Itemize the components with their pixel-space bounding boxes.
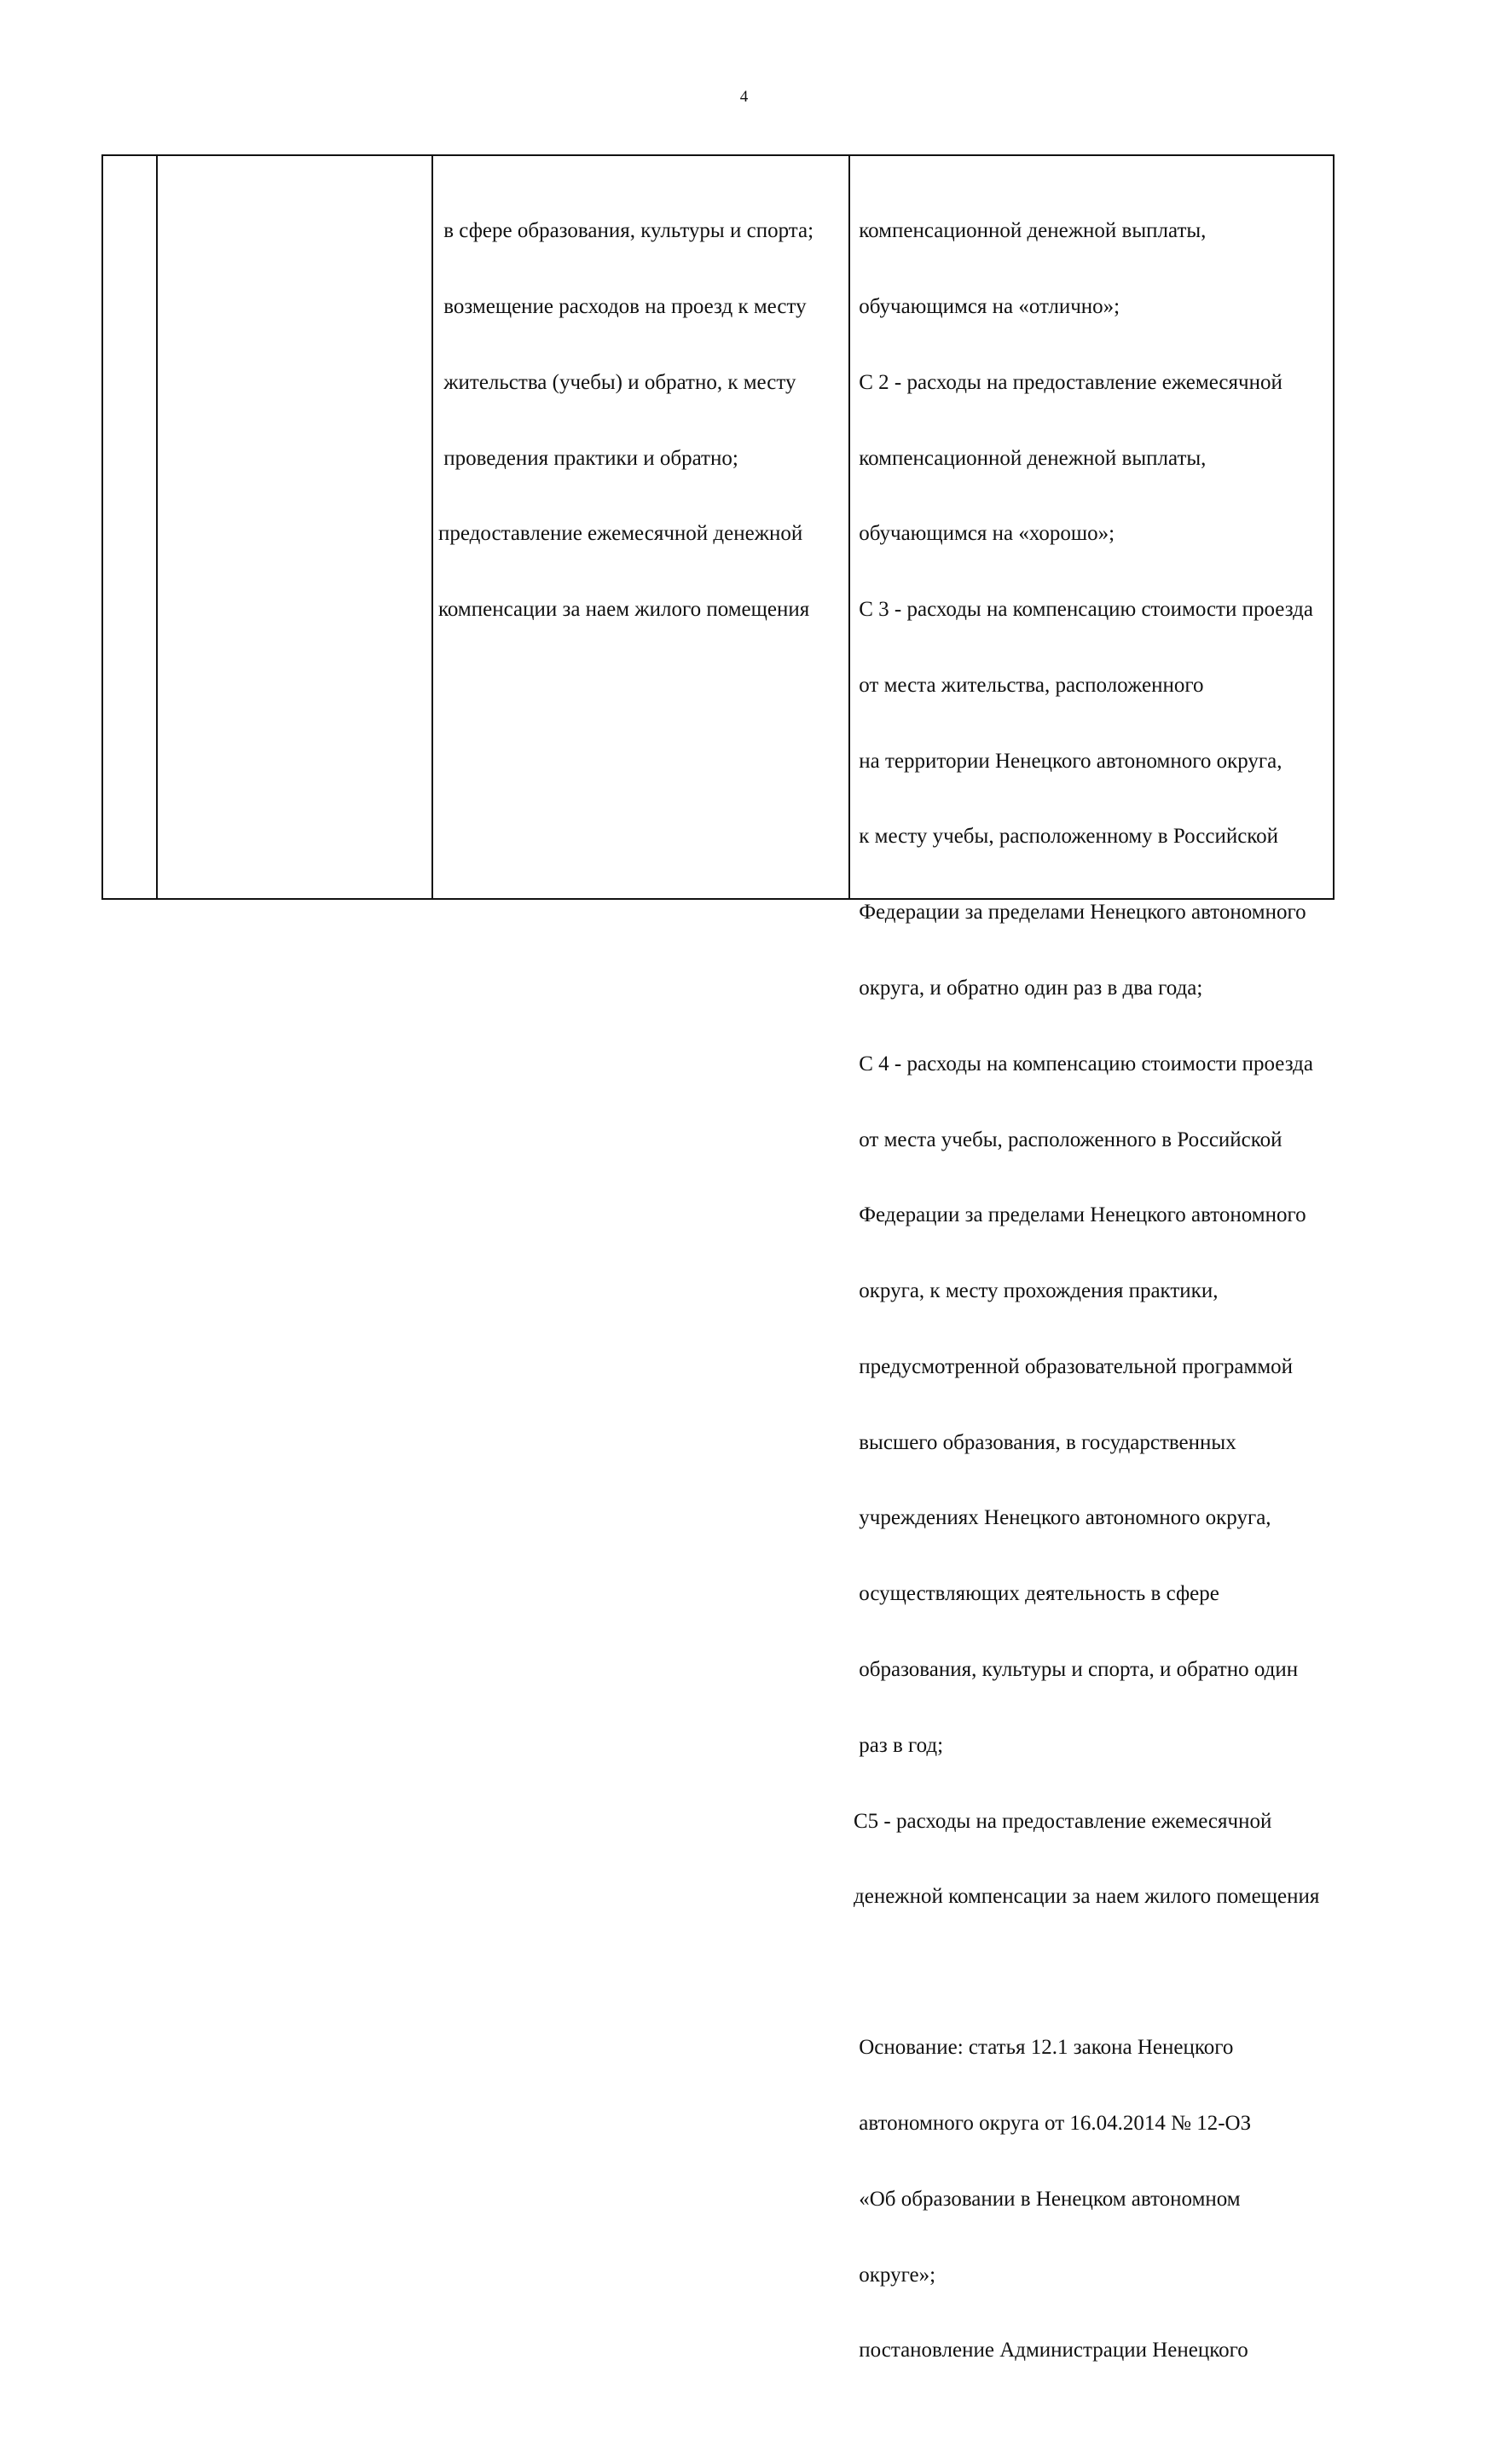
text-line: Федерации за пределами Ненецкого автономного (854, 1203, 1306, 1227)
legal-basis (854, 1985, 1319, 2414)
text-line: округе»; (854, 2263, 936, 2287)
text-line: денежной компенсации за наем жилого помещения (854, 1885, 1320, 1909)
text-line: от места жительства, расположенного (854, 673, 1204, 697)
text-line: «Об образовании в Ненецком автономном (854, 2187, 1241, 2211)
text-line: образования, культуры и спорта, и обратно один (854, 1658, 1299, 1682)
text-line: компенсационной денежной выплаты, (854, 446, 1207, 470)
text-line: С 4 - расходы на компенсацию стоимости проезда (854, 1052, 1313, 1075)
text-line: на территории Ненецкого автономного округа, (854, 749, 1282, 773)
column-divider-1 (156, 156, 158, 898)
column-divider-3 (848, 156, 850, 898)
text-line: компенсации за наем жилого помещения (438, 598, 810, 622)
text-line: автономного округа от 16.04.2014 № 12-ОЗ (854, 2112, 1252, 2136)
text-line: высшего образования, в государственных (854, 1430, 1236, 1454)
cell-activity-description (438, 168, 813, 673)
text-line: С5 - расходы на предоставление ежемесячной (854, 1809, 1272, 1833)
text-line: С 2 - расходы на предоставление ежемесячной (854, 370, 1282, 394)
column-divider-2 (431, 156, 433, 898)
text-line: проведения практики и обратно; (438, 446, 738, 470)
document-table (101, 154, 1335, 2363)
text-line: Федерации за пределами Ненецкого автономного (854, 901, 1306, 925)
text-line: округа, к месту прохождения практики, (854, 1279, 1219, 1303)
page-number: 4 (739, 88, 749, 106)
text-line: осуществляющих деятельность в сфере (854, 1582, 1219, 1606)
text-line: предоставление ежемесячной денежной (438, 522, 803, 546)
text-line: компенсационной денежной выплаты, (854, 219, 1207, 243)
text-line: к месту учебы, расположенному в Российской (854, 825, 1279, 849)
cell-expense-formula (854, 168, 1319, 2464)
text-line: раз в год; (854, 1733, 944, 1757)
text-line: округа, и обратно один раз в два года; (854, 977, 1203, 1000)
text-line: в сфере образования, культуры и спорта; (438, 219, 814, 243)
text-line: от места учебы, расположенного в Российской (854, 1128, 1282, 1151)
text-line: учреждениях Ненецкого автономного округа, (854, 1506, 1271, 1530)
text-line: постановление Администрации Ненецкого (854, 2339, 1248, 2363)
text-line: обучающимся на «хорошо»; (854, 522, 1115, 546)
text-line: возмещение расходов на проезд к месту (438, 294, 807, 318)
text-line: предусмотренной образовательной программой (854, 1354, 1294, 1378)
text-line: обучающимся на «отлично»; (854, 294, 1120, 318)
text-line: жительства (учебы) и обратно, к месту (438, 370, 796, 394)
text-line: С 3 - расходы на компенсацию стоимости проезда (854, 598, 1313, 622)
text-line: Основание: статья 12.1 закона Ненецкого (854, 2036, 1234, 2060)
